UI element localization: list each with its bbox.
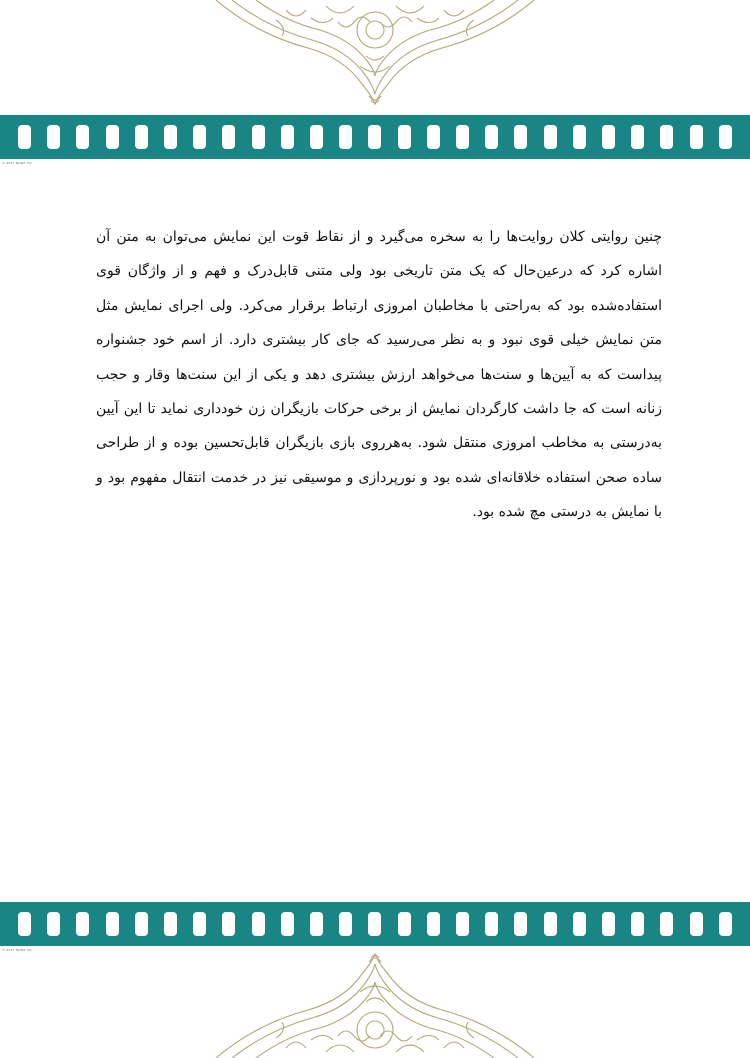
film-hole [398,912,411,936]
film-hole [76,912,89,936]
watermark-bottom: © 2017 NAMA CO [2,948,32,952]
film-hole [690,125,703,149]
film-hole [368,912,381,936]
film-hole [76,125,89,149]
film-hole [18,125,31,149]
film-hole [398,125,411,149]
film-hole [310,912,323,936]
film-hole [252,125,265,149]
film-hole [456,912,469,936]
film-hole [106,125,119,149]
film-hole [573,125,586,149]
top-ornament [216,0,534,108]
top-film-strip [0,115,750,159]
film-hole [602,912,615,936]
film-hole [602,125,615,149]
film-hole [427,912,440,936]
film-hole [222,125,235,149]
film-hole [660,125,673,149]
film-hole [719,125,732,149]
film-hole [339,912,352,936]
film-hole [544,912,557,936]
film-hole [485,125,498,149]
film-hole [135,912,148,936]
watermark-top: © 2017 NAMA CO [2,161,32,165]
film-hole [631,125,644,149]
film-hole [135,125,148,149]
film-hole [660,912,673,936]
film-hole [47,912,60,936]
film-hole [281,125,294,149]
bottom-film-strip [0,902,750,946]
film-hole [631,912,644,936]
film-hole [427,125,440,149]
film-hole [485,912,498,936]
film-hole [106,912,119,936]
film-hole [514,912,527,936]
film-hole [164,125,177,149]
film-hole [193,125,206,149]
film-hole [193,912,206,936]
film-hole [339,125,352,149]
film-hole [719,912,732,936]
article-body [96,220,662,530]
film-hole [514,125,527,149]
film-hole [222,912,235,936]
film-hole [368,125,381,149]
film-hole [47,125,60,149]
film-hole [252,912,265,936]
article-paragraph: چنین روایتی کلان روایت‌ها را به سخره می‌گیرد و از نقاط قوت این نمایش می‌توان به متن آن اشاره کرد که درعین‌حال که یک متن تاریخی بود ولی متنی قابل‌درک و فهم و از واژگان قوی استفاده‌شده بود که به‌راحتی با مخاطبان امروزی ارتباط برقرار می‌کرد. ولی اجرای نمایش مثل متن نمایش خیلی قوی نبود و به نظر می‌رسید که جای کار بیشتری دارد. از اسم خود جشنواره پیداست که به آیین‌ها و سنت‌ها می‌خواهد ارزش بیشتری دهد و یکی از این سنت‌ها وقار و حجب زنانه است که جا داشت کارگردان نمایش از برخی حرکات بازیگران زن خودداری نماید تا این آیین به‌درستی به مخاطب امروزی منتقل شود. به‌هرروی بازی بازیگران قابل‌تحسین بوده و از طراحی ساده صحن استفاده خلاقانه‌ای شده بود و نورپردازی و موسیقی نیز در خدمت انتقال مفهوم بود و با نمایش به درستی مچ شده بود. [96,229,662,521]
film-hole [164,912,177,936]
film-hole [573,912,586,936]
film-hole [690,912,703,936]
film-hole [310,125,323,149]
film-hole [544,125,557,149]
film-hole [18,912,31,936]
bottom-ornament [216,950,534,1058]
film-hole [456,125,469,149]
film-hole [281,912,294,936]
